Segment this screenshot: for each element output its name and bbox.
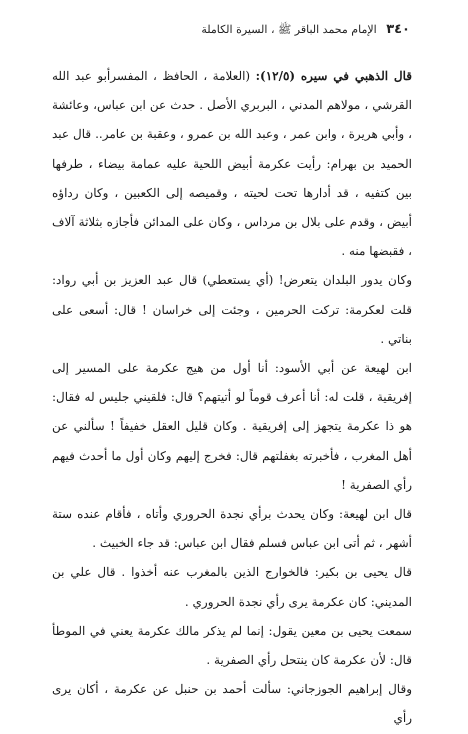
paragraph (52, 266, 412, 354)
paragraph (52, 500, 412, 558)
body-text (52, 62, 412, 734)
paragraph-text: (العلامة ، الحافظ ، المفسرأبو عبد الله القرشي ، مولاهم المدني ، البربري الأصل . حدث عن ابن عباس، وعائشة ، وأبي هريرة ، وابن عمر ، وعبد الله بن عمرو ، وعقبة بن عامر.. قال عبد الحميد بن بهرام: رأيت عكرمة أبيض اللحية عليه عمامة بيضاء ، طرفها بين كتفيه ، قد أدارها تحت لحيته ، وقميصه إلى الكعبين ، وكان رداؤه أبيض ، وقدم على بلال بن مرداس ، وكان على المدائن فأجازه بثلاثة آلاف ، فقبضها منه . (52, 69, 413, 259)
paragraph-text: وكان يدور البلدان يتعرض! (أي يستعطي) قال عبد العزيز بن أبي رواد: قلت لعكرمة: تركت الحرمين ، وجئت إلى خراسان ! قال: أسعى على بناتي . (52, 273, 412, 346)
paragraph (52, 62, 412, 266)
paragraph-text: وقال إبراهيم الجوزجاني: سألت أحمد بن حنبل عن عكرمة ، أكان يرى رأي (52, 682, 412, 726)
paragraph (52, 354, 412, 500)
paragraph-lead: قال الذهبي في سيره (١٢/٥): (255, 69, 413, 83)
paragraph-text: ابن لهيعة عن أبي الأسود: أنا أول من هيج عكرمة على المسير إلى إفريقية ، قلت له: أنا أعرف قوماً لو أتيتهم؟ قال: فلقيني جليس له فقال: هو ذا عكرمة يتجهز إلى إفريقية . وكان قليل العقل خفيفاً ! سألني عن أهل المغرب ، فأخبرته بغفلتهم قال: فخرج إليهم وكان أول ما أحدث فيهم رأي الصفرية ! (52, 361, 412, 492)
paragraph-text: قال ابن لهيعة: وكان يحدث برأي نجدة الحروري وأتاه ، فأقام عنده ستة أشهر ، ثم أتى ابن عباس فسلم فقال ابن عباس: قد جاء الخبيث . (52, 507, 412, 551)
running-title: الإمام محمد الباقر ﷺ ، السيرة الكاملة (201, 23, 377, 36)
running-header (40, 22, 410, 39)
paragraph-text: سمعت يحيى بن معين يقول: إنما لم يذكر مالك عكرمة يعني في الموطأ قال: لأن عكرمة كان ينتحل رأي الصفرية . (52, 623, 412, 668)
paragraph (52, 558, 412, 616)
paragraph-text: قال يحيى بن بكير: فالخوارج الذين بالمغرب عنه أخذوا . قال علي بن المديني: كان عكرمة يرى رأي نجدة الحروري . (52, 565, 412, 609)
page-number: ٣٤٠ (386, 22, 410, 37)
paragraph (52, 675, 412, 733)
